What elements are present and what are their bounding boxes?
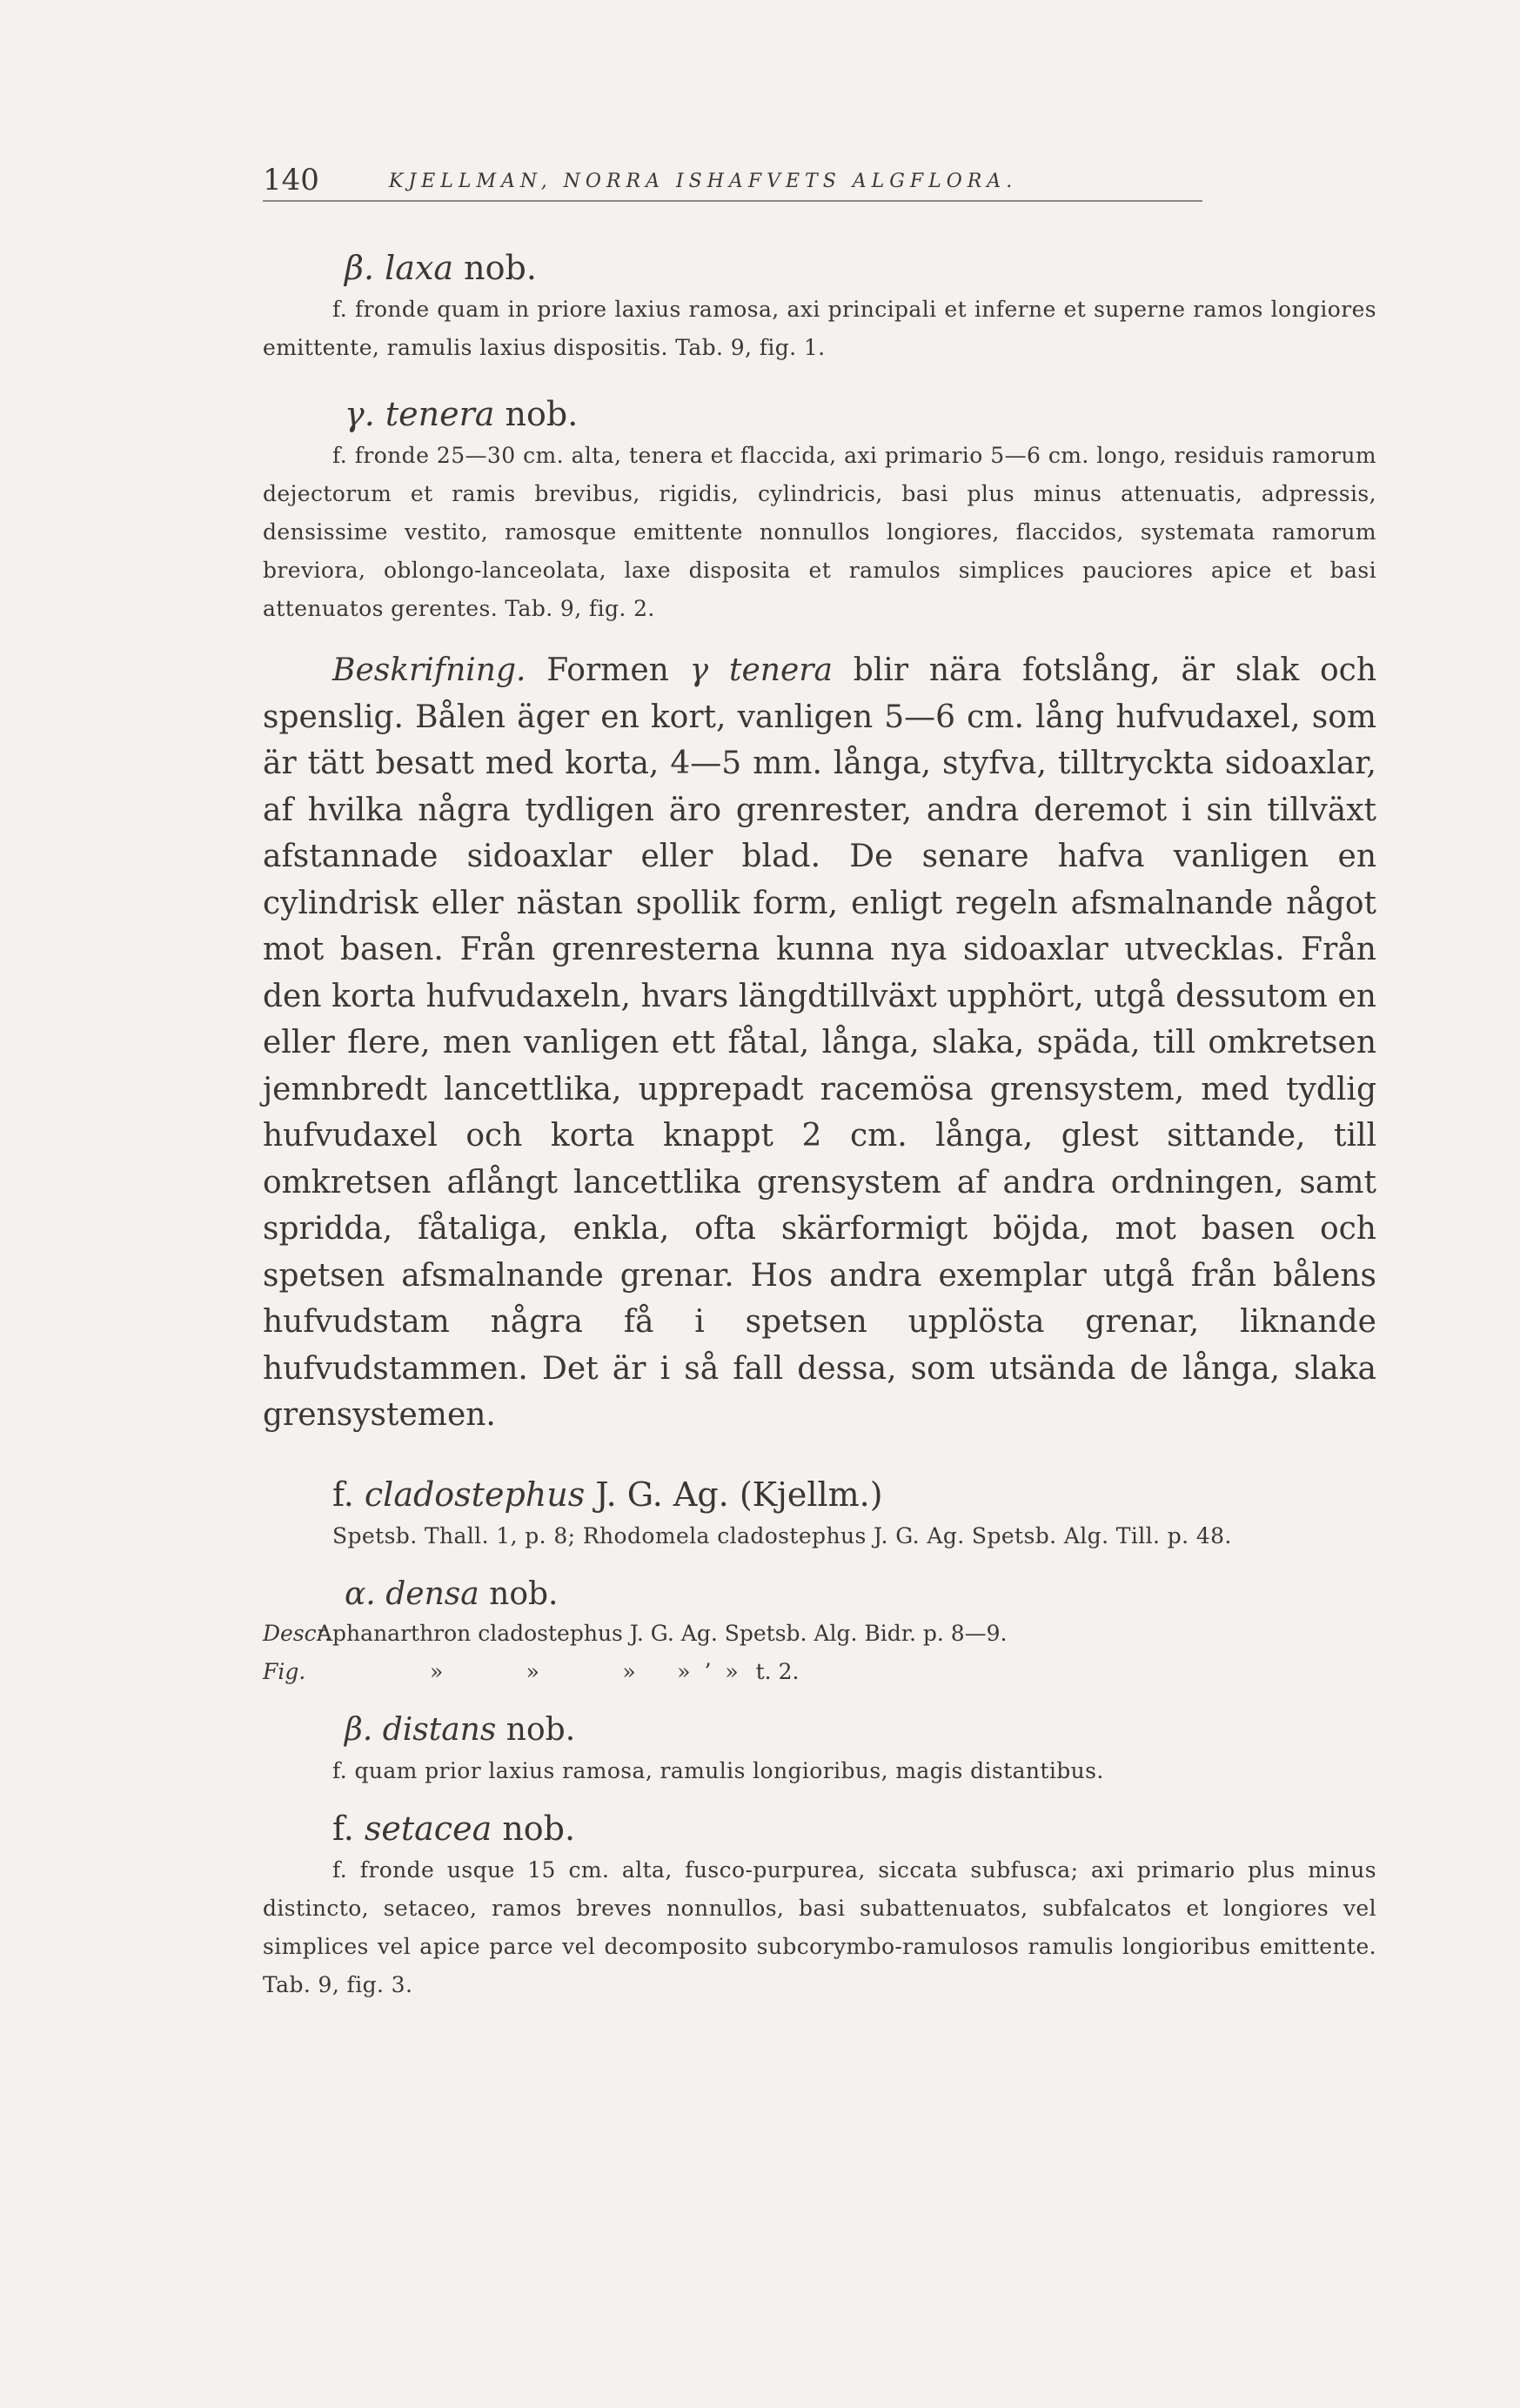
body-text bbox=[263, 235, 1376, 2004]
variety-name: distans bbox=[382, 1711, 497, 1748]
ditto-marks: » » » » ’ » bbox=[430, 1658, 739, 1684]
fig-label: Fig. bbox=[263, 1658, 306, 1684]
description-text-b: blir nära fotslång, är slak och spenslig. Bålen äger en kort, vanligen 5—6 cm. lång hufvudaxel, som är tätt besatt med korta, 4—5 mm. långa, styfva, tilltryckta sidoaxlar, af hvilka några tydligen äro grenrester, andra deremot i sin tillväxt afstannade sidoaxlar eller blad. De senare hafva vanligen en cylindrisk eller nästan spollik form, enligt regeln afsmalnande något mot basen. Från grenresterna kunna nya sidoaxlar utvecklas. Från den korta hufvudaxeln, hvars längdtillväxt upphört, utgå dessutom en eller flere, men vanligen ett fåtal, långa, slaka, späda, till omkretsen jemnbredt lancettlika, upprepadt racemösa grensystem, med tydlig hufvudaxel och korta knappt 2 cm. långa, glest sittande, till omkretsen aflångt lancettlika grensystem af andra ordningen, samt spridda, fåtaliga, enkla, ofta skärformigt böjda, mot basen och spetsen afsmalnande grenar. Hos andra exemplar utgå från bålens hufvudstam några få i spetsen upplösta grenar, liknande hufvudstammen. Det är i så fall dessa, som utsända de långa, slaka grensystemen. bbox=[263, 652, 1377, 1433]
latin-diagnosis-distans: f. quam prior laxius ramosa, ramulis longioribus, magis distantibus. bbox=[332, 1757, 1104, 1783]
form-heading-cladostephus bbox=[332, 1474, 1376, 1515]
variety-heading-tenera bbox=[345, 393, 1376, 435]
form-author: J. G. Ag. (Kjellm.) bbox=[595, 1475, 883, 1514]
fig-ref: t. 2. bbox=[755, 1658, 800, 1684]
description-label: Beskrifning. bbox=[332, 652, 526, 688]
form-prefix: f. bbox=[332, 1809, 354, 1848]
descr-text: Aphanarthron cladostephus J. G. Ag. Spetsb. Alg. Bidr. p. 8—9. bbox=[317, 1620, 1008, 1646]
descr-label: Descr. bbox=[263, 1620, 331, 1646]
swedish-description bbox=[263, 647, 1376, 1439]
descr-line bbox=[263, 1615, 1376, 1653]
variety-author: nob. bbox=[464, 249, 537, 287]
variety-name: laxa bbox=[385, 249, 454, 287]
greek-letter: γ. bbox=[345, 395, 375, 433]
variety-heading-laxa bbox=[345, 247, 1376, 289]
latin-diagnosis-setacea: f. fronde usque 15 cm. alta, fusco-purpurea, siccata subfusca; axi primario plus minus distincto, setaceo, ramos breves nonnullos, basi subattenuatos, subfalcatos et longiores vel simplices vel apice parce vel decomposito subcorymbo-ramulosos ramulis longioribus emittente. Tab. 9, fig. 3. bbox=[263, 1856, 1376, 1997]
greek-letter: β. bbox=[345, 249, 375, 287]
variety-author: nob. bbox=[505, 395, 579, 433]
fig-line bbox=[263, 1653, 1376, 1691]
form-name: cladostephus bbox=[364, 1475, 586, 1514]
greek-letter: β. bbox=[345, 1711, 373, 1748]
description-text-a: Formen bbox=[526, 652, 690, 688]
form-author: nob. bbox=[502, 1809, 576, 1848]
variety-heading-densa bbox=[345, 1575, 1376, 1615]
greek-letter: α. bbox=[345, 1575, 376, 1612]
variety-author: nob. bbox=[489, 1575, 559, 1612]
variety-name: densa bbox=[385, 1575, 479, 1612]
description-ref-name: tenera bbox=[728, 652, 833, 688]
running-title: KJELLMAN, NORRA ISHAFVETS ALGFLORA. bbox=[388, 171, 1018, 192]
latin-diagnosis-laxa: f. fronde quam in priore laxius ramosa, axi principali et inferne et superne ramos longiores emittente, ramulis laxius dispositis. Tab. 9, fig. 1. bbox=[263, 297, 1376, 360]
form-prefix: f. bbox=[332, 1475, 354, 1514]
variety-heading-distans bbox=[345, 1710, 1376, 1750]
description-ref-greek: γ bbox=[689, 652, 709, 688]
synonymy-cladostephus: Spetsb. Thall. 1, p. 8; Rhodomela cladostephus J. G. Ag. Spetsb. Alg. Till. p. 48. bbox=[332, 1522, 1232, 1548]
variety-name: tenera bbox=[385, 395, 495, 433]
latin-diagnosis-tenera: f. fronde 25—30 cm. alta, tenera et flaccida, axi primario 5—6 cm. longo, residuis ramorum dejectorum et ramis brevibus, rigidis, cylindricis, basi plus minus attenuatis, adpressis, densissime vestito, ramosque emittente nonnullos longiores, flaccidos, systemata ramorum breviora, oblongo-lanceolata, laxe disposita et ramulos simplices pauciores apice et basi attenuatos gerentes. Tab. 9, fig. 2. bbox=[263, 443, 1376, 621]
variety-author: nob. bbox=[506, 1711, 576, 1748]
running-header bbox=[263, 165, 1202, 202]
page-number: 140 bbox=[263, 163, 319, 197]
form-name: setacea bbox=[364, 1809, 492, 1848]
form-heading-setacea bbox=[332, 1808, 1376, 1849]
